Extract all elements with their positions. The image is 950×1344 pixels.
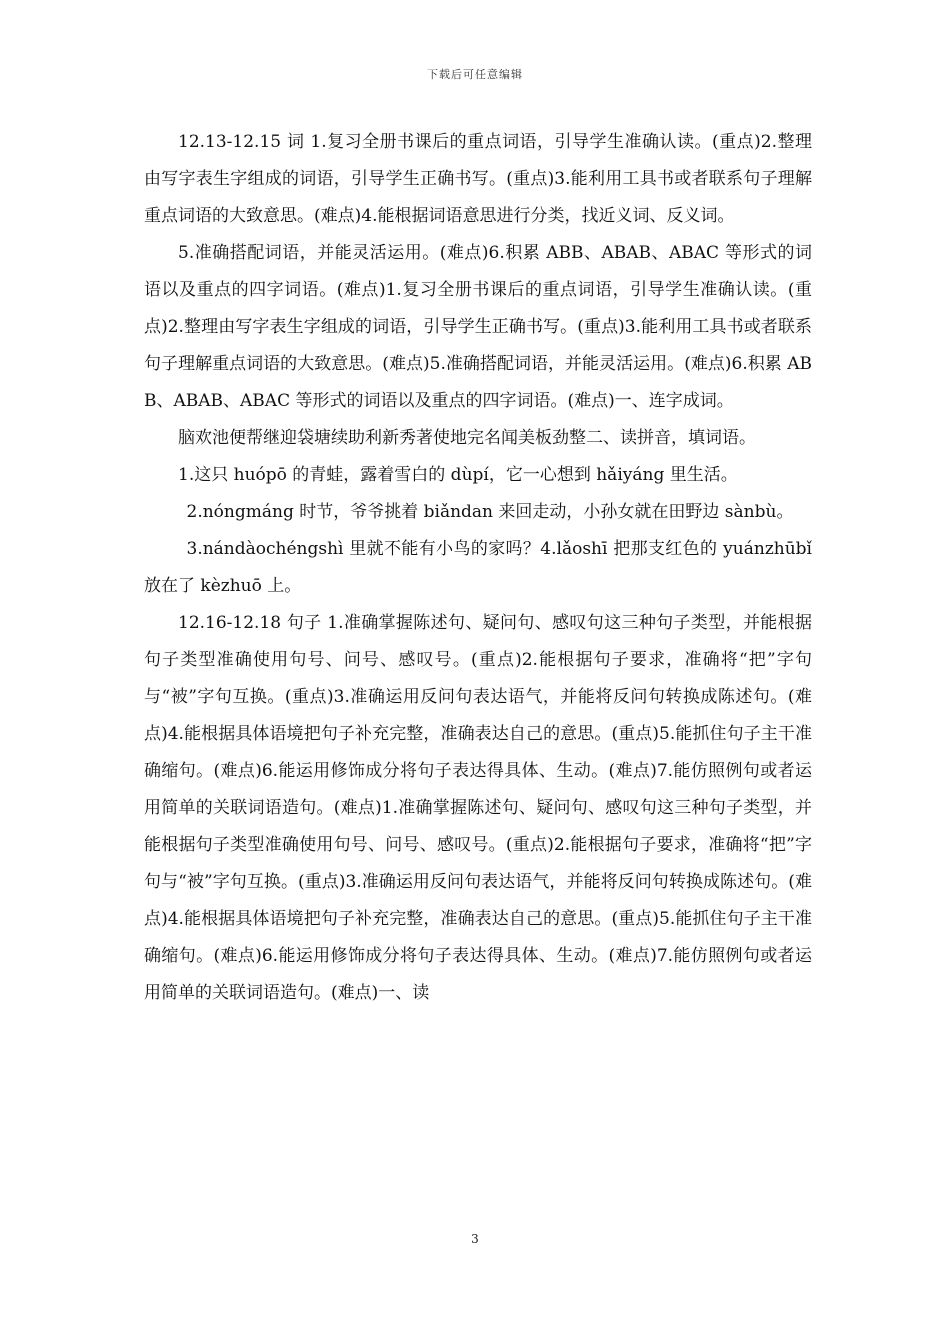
paragraph-pinyin-item-3: 3.nándàochéngshì 里就不能有小鸟的家吗？4.lǎoshī 把那支红色的 yuánzhūbǐ 放在了 kèzhuō 上。	[144, 539, 812, 596]
paragraph-vocabulary-goals: 12.13-12.15 词 1.复习全册书课后的重点词语，引导学生准确认读。(重点)2.整理由写字表生字组成的词语，引导学生正确书写。(重点)3.能利用工具书或者联系句子理解重点词语的大致意思。(难点)4.能根据词语意思进行分类，找近义词、反义词。	[144, 132, 812, 226]
paragraph-vocabulary-review: 5.准确搭配词语，并能灵活运用。(难点)6.积累 ABB、ABAB、ABAC 等形式的词语以及重点的四字词语。(难点)1.复习全册书课后的重点词语，引导学生准确认读。(重点)2.整理由写字表生字组成的词语，引导学生正确书写。(重点)3.能利用工具书或者联系句子理解重点词语的大致意思。(难点)5.准确搭配词语，并能灵活运用。(难点)6.积累 ABB、ABAB、ABAC 等形式的词语以及重点的四字词语。(难点)一、连字成词。	[144, 243, 812, 411]
paragraph-character-list: 脑欢池便帮继迎袋塘续助利新秀著使地完名闻美板劲整二、读拼音，填词语。	[178, 428, 756, 448]
page-header: 下载后可任意编辑	[427, 68, 523, 81]
page-number: 3	[471, 1232, 479, 1246]
paragraph-pinyin-item-2: 2.nóngmáng 时节，爷爷挑着 biǎndan 来回走动，小孙女就在田野边 sànbù。	[186, 502, 794, 522]
document-body	[144, 124, 812, 1012]
paragraph-sentence-goals: 12.16-12.18 句子 1.准确掌握陈述句、疑问句、感叹句这三种句子类型，并能根据句子类型准确使用句号、问号、感叹号。(重点)2.能根据句子要求，准确将“把”字句与“被”字句互换。(重点)3.准确运用反问句表达语气，并能将反问句转换成陈述句。(难点)4.能根据具体语境把句子补充完整，准确表达自己的意思。(重点)5.能抓住句子主干准确缩句。(难点)6.能运用修饰成分将句子表达得具体、生动。(难点)7.能仿照例句或者运用简单的关联词语造句。(难点)1.准确掌握陈述句、疑问句、感叹句这三种句子类型，并能根据句子类型准确使用句号、问号、感叹号。(重点)2.能根据句子要求，准确将“把”字句与“被”字句互换。(重点)3.准确运用反问句表达语气，并能将反问句转换成陈述句。(难点)4.能根据具体语境把句子补充完整，准确表达自己的意思。(重点)5.能抓住句子主干准确缩句。(难点)6.能运用修饰成分将句子表达得具体、生动。(难点)7.能仿照例句或者运用简单的关联词语造句。(难点)一、读	[144, 613, 812, 1003]
paragraph-pinyin-item-1: 1.这只 huópō 的青蛙，露着雪白的 dùpí，它一心想到 hǎiyáng 里生活。	[178, 465, 738, 485]
